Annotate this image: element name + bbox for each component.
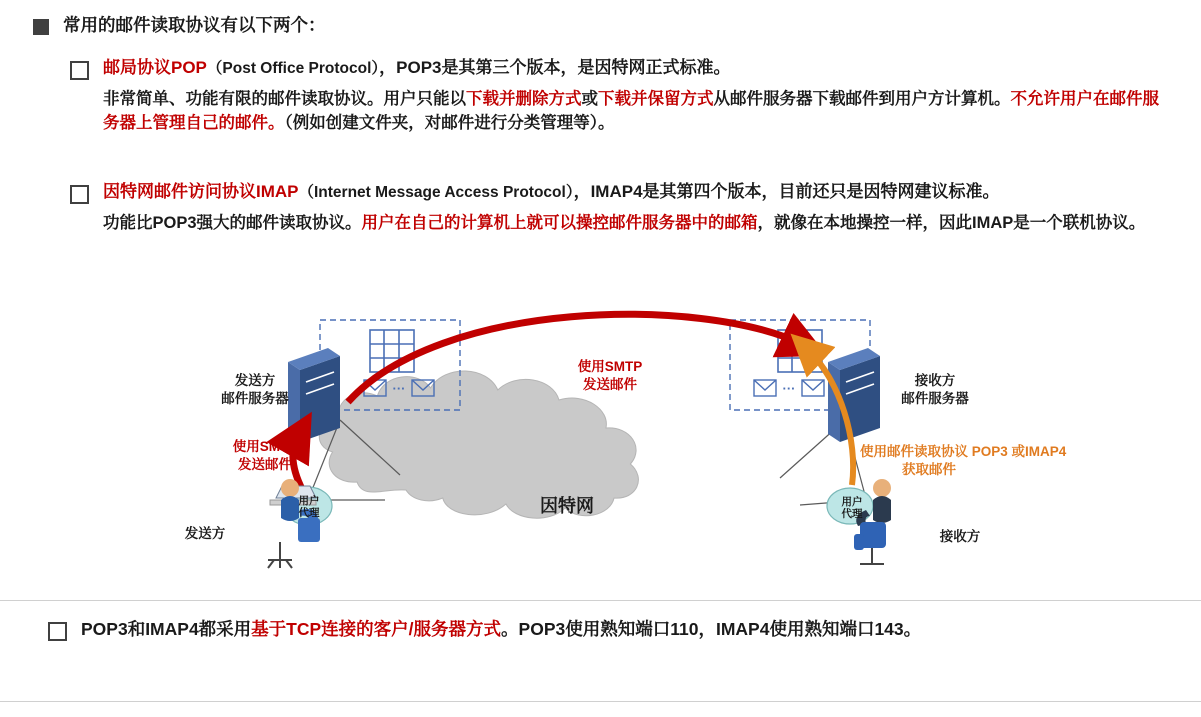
receiver-server-label: 接收方 邮件服务器 — [901, 373, 969, 406]
mail-dots-right: ··· — [782, 381, 796, 396]
sender-server-label: 发送方 邮件服务器 — [221, 373, 289, 406]
imap-title-red: 因特网邮件访问协议IMAP — [103, 182, 299, 201]
pop-title — [103, 56, 1160, 81]
divider-bottom — [0, 701, 1201, 702]
pop-title-paren: （Post Office Protocol） — [206, 60, 380, 77]
user-agent-left-label: 用户 代理 — [298, 495, 320, 520]
imap-body-part-0: 功能比POP3强大的邮件读取协议。 — [103, 213, 362, 232]
pop-body-part-3: 下载并保留方式 — [598, 89, 714, 108]
ports-text — [81, 617, 921, 642]
intro-text: 常用的邮件读取协议有以下两个： — [63, 15, 326, 35]
imap-title-paren: （Internet Message Access Protocol） — [298, 184, 574, 201]
square-bullet-icon — [33, 19, 49, 35]
receiver-label: 接收方 — [939, 529, 981, 544]
sender-person-icon — [268, 479, 320, 568]
imap-title-rest: ，IMAP4是其第四个版本，目前还只是因特网建议标准。 — [573, 182, 1000, 201]
pop-body — [103, 87, 1160, 137]
ports-part-1: 基于TCP连接的客户/服务器方式 — [251, 619, 502, 639]
imap-body-part-2: ，就像在本地操控一样，因此IMAP是一个联机协议。 — [757, 213, 1146, 232]
item-imap — [70, 180, 1160, 235]
hollow-bullet-icon — [70, 185, 89, 204]
mail-dots-left: ··· — [392, 381, 406, 396]
read-protocol-label: 使用邮件读取协议 POP3 或IMAP4 获取邮件 — [860, 444, 1067, 477]
pop-body-part-1: 下载并删除方式 — [466, 89, 582, 108]
divider-top — [0, 600, 1201, 601]
smtp-top-label: 使用SMTP 发送邮件 — [577, 359, 643, 392]
intro-line — [33, 14, 1153, 37]
internet-label: 因特网 — [540, 496, 594, 516]
imap-title — [103, 180, 1145, 205]
pop-title-rest: ，POP3是其第三个版本，是因特网正式标准。 — [379, 58, 731, 77]
ports-part-2: 。POP3使用熟知端口110，IMAP4使用熟知端口143。 — [501, 619, 922, 639]
sender-label: 发送方 — [184, 526, 226, 541]
item-ports — [48, 617, 1158, 642]
pop-title-red: 邮局协议POP — [103, 58, 207, 77]
ports-part-0: POP3和IMAP4都采用 — [81, 619, 252, 639]
user-agent-right-label: 用户 代理 — [841, 496, 863, 521]
hollow-bullet-icon — [70, 61, 89, 80]
imap-body-part-1: 用户在自己的计算机上就可以操控邮件服务器中的邮箱 — [361, 213, 758, 232]
imap-body — [103, 211, 1145, 236]
item-pop — [70, 56, 1160, 136]
pop-body-part-4: 从邮件服务器下载邮件到用户方计算机。 — [713, 89, 1011, 108]
email-protocol-diagram — [140, 310, 1160, 595]
pop-body-part-5: 不允许用户在邮件服务器上管理自己的邮件。 — [103, 89, 1159, 133]
pop-body-part-0: 非常简单、功能有限的邮件读取协议。用户只能以 — [103, 89, 466, 108]
pop-body-part-6: （例如创建文件夹，对邮件进行分类管理等）。 — [284, 114, 615, 133]
pop-body-part-2: 或 — [581, 89, 598, 108]
smtp-left-label: 使用SMTP 发送邮件 — [232, 439, 298, 472]
hollow-bullet-icon — [48, 622, 67, 641]
